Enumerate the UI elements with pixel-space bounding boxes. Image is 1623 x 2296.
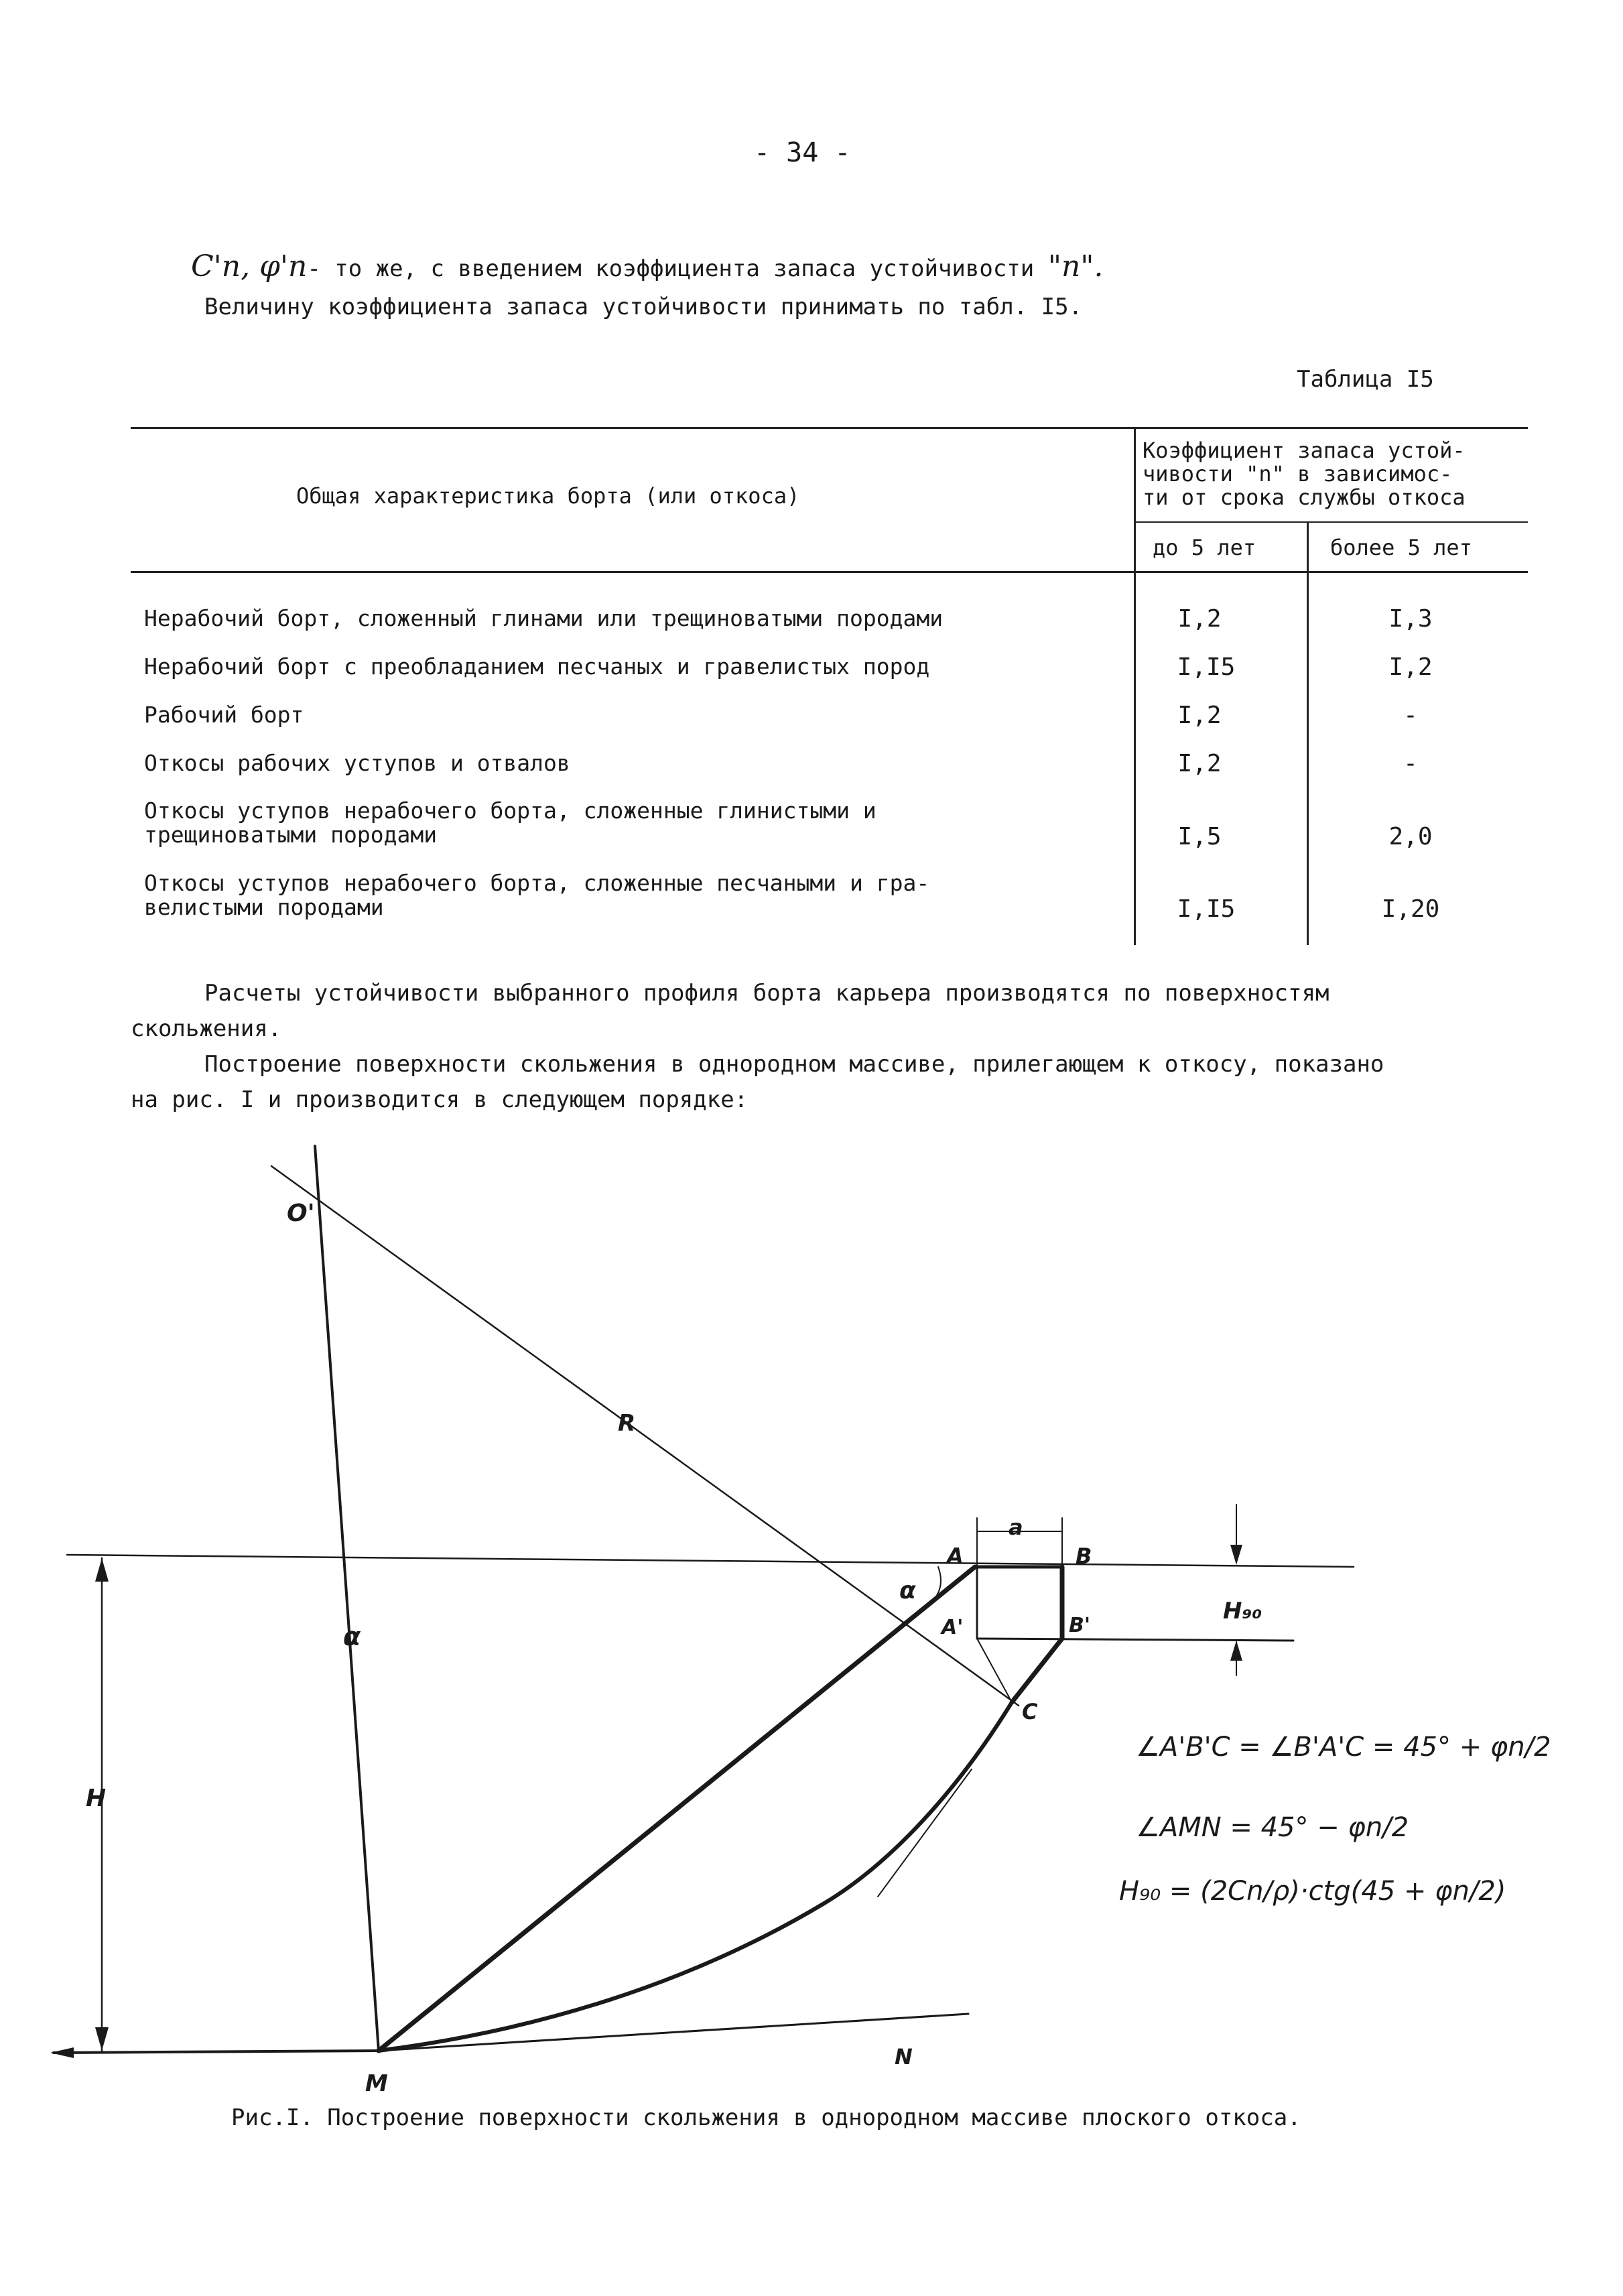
h90-arrow-top — [1230, 1545, 1242, 1565]
row-2-over-5: I,2 — [1388, 653, 1433, 681]
label-h90: H₉₀ — [1223, 1598, 1262, 1624]
vertical-axis-line — [315, 1146, 379, 2051]
row-4-label: Откосы рабочих уступов и отвалов — [144, 750, 570, 776]
label-c: C — [1022, 1699, 1038, 1724]
formula-1: ∠A'B'C = ∠B'A'C = 45° + φn/2 — [1136, 1732, 1551, 1763]
paragraph-1-line-1: Расчеты устойчивости выбранного профиля борта карьера производятся по поверхностям — [204, 980, 1329, 1007]
row-2-label: Нерабочий борт с преобладанием песчаных и гравелистых пород — [144, 653, 930, 680]
ground-line — [67, 1555, 1354, 1567]
h-arrow-top — [95, 1558, 109, 1582]
label-a-dim: a — [1009, 1515, 1023, 1540]
intro-n-symbol: "n". — [1047, 249, 1104, 283]
row-1-label: Нерабочий борт, сложенный глинами или трещиноватыми породами — [144, 605, 944, 631]
header-under-5: до 5 лет — [1153, 535, 1256, 560]
label-o-prime: O' — [287, 1200, 315, 1227]
tangent-line — [878, 1769, 972, 1897]
label-alpha-axis: α — [343, 1622, 361, 1651]
formula-3: H₉₀ = (2Cn/ρ)·ctg(45 + φn/2) — [1119, 1876, 1506, 1907]
header-main: Общая характеристика борта (или откоса) — [296, 483, 800, 509]
row-4-over-5: - — [1403, 750, 1418, 777]
paragraph-2-line-1: Построение поверхности скольжения в однородном массиве, прилегающем к откосу, показано — [204, 1051, 1384, 1078]
row-5-under-5: I,5 — [1177, 823, 1222, 850]
intro-text: - то же, с введением коэффициента запаса устойчивости — [307, 255, 1048, 282]
figure-caption: Рис.I. Построение поверхности скольжения в однородном массиве плоского откоса. — [231, 2104, 1301, 2131]
header-over-5: более 5 лет — [1330, 535, 1472, 560]
label-a-prime: A' — [942, 1616, 964, 1639]
intro-symbols: C'n, φ'n — [191, 249, 308, 283]
row-1-under-5: I,2 — [1177, 605, 1222, 633]
label-alpha-angle: α — [899, 1577, 916, 1604]
row-6-under-5: I,I5 — [1177, 895, 1236, 923]
row-1-over-5: I,3 — [1388, 605, 1433, 633]
header-coef-line1: Коэффициент запаса устой- — [1143, 438, 1466, 463]
label-h: H — [86, 1785, 107, 1812]
label-a: A — [947, 1543, 964, 1569]
row-5-label-line2: трещиноватыми породами — [144, 822, 438, 848]
h-arrow-bottom — [95, 2027, 109, 2051]
a1c-line — [977, 1639, 1012, 1702]
table-label: Таблица I5 — [1297, 366, 1434, 393]
row-6-over-5: I,20 — [1381, 895, 1440, 923]
row-2-under-5: I,I5 — [1177, 653, 1236, 681]
slope-line — [379, 1567, 975, 2051]
row-3-over-5: - — [1403, 702, 1418, 729]
row-3-under-5: I,2 — [1177, 702, 1222, 729]
row-6-label-line1: Откосы уступов нерабочего борта, сложенные песчаными и гра- — [144, 870, 930, 896]
h90-arrow-bottom — [1230, 1641, 1242, 1661]
paragraph-2-line-2: на рис. I и производится в следующем порядке: — [131, 1086, 749, 1113]
row-5-label-line1: Откосы уступов нерабочего борта, сложенные глинистыми и — [144, 798, 877, 824]
intro-line-2: Величину коэффициента запаса устойчивости принимать по табл. I5. — [204, 294, 1083, 320]
page-number: - 34 - — [754, 137, 851, 168]
base-line — [54, 2051, 382, 2053]
slip-curve — [379, 1702, 1012, 2051]
header-coef-line2: чивости "n" в зависимос- — [1143, 461, 1453, 487]
label-b-prime: B' — [1069, 1614, 1091, 1637]
base-arrow — [50, 2047, 74, 2058]
formula-2: ∠AMN = 45° − φn/2 — [1136, 1812, 1409, 1843]
crack-bottom — [977, 1639, 1293, 1641]
label-r: R — [618, 1410, 636, 1437]
row-5-over-5: 2,0 — [1388, 823, 1433, 850]
paragraph-1-line-2: скольжения. — [131, 1015, 282, 1042]
row-6-label-line2: велистыми породами — [144, 894, 384, 920]
bc-line — [1012, 1639, 1062, 1702]
header-coef-line3: ти от срока службы откоса — [1143, 485, 1466, 510]
mn-line — [379, 2014, 968, 2051]
label-b: B — [1076, 1543, 1092, 1569]
row-4-under-5: I,2 — [1177, 750, 1222, 777]
label-n: N — [895, 2044, 913, 2069]
row-3-label: Рабочий борт — [144, 702, 304, 728]
label-m: M — [365, 2070, 388, 2097]
